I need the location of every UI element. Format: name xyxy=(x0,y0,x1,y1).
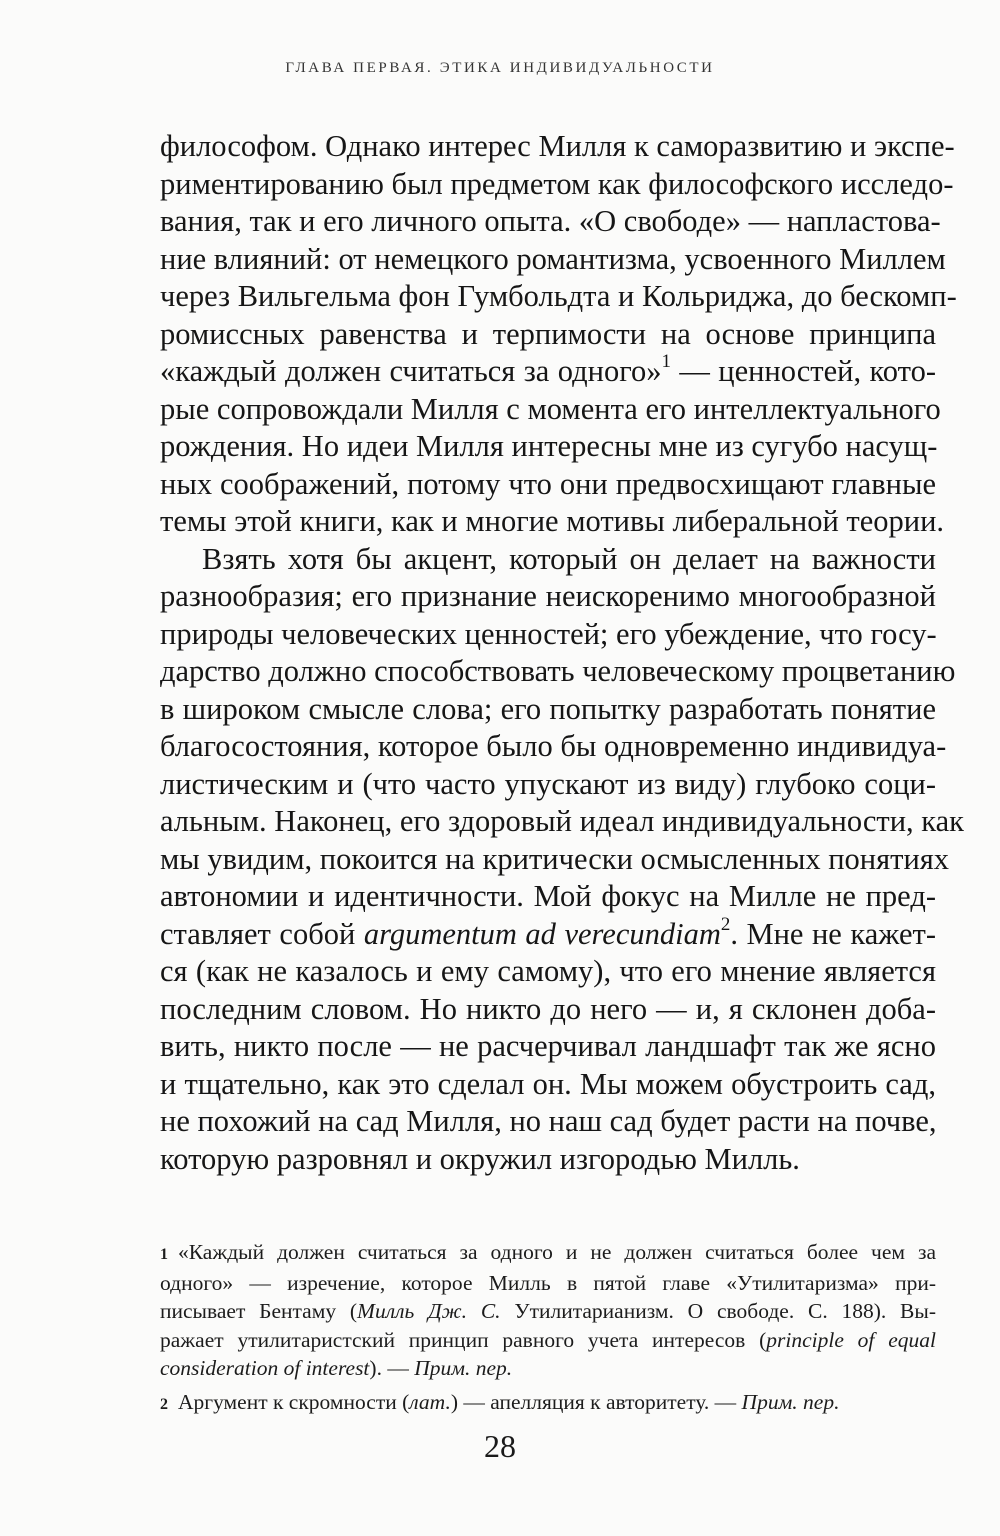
text-line: философом. Однако интерес Милля к саморазвитию и экспе- xyxy=(160,129,955,163)
running-head: ГЛАВА ПЕРВАЯ. ЭТИКА ИНДИВИДУАЛЬНОСТИ xyxy=(285,60,715,76)
latin-phrase: argumentum ad verecundiam xyxy=(363,916,721,951)
footnote-text: Утилитарианизм. О свободе. С. 188). Вы- xyxy=(500,1299,936,1324)
author-name: Милль Дж. С. xyxy=(357,1299,501,1324)
page-number: 28 xyxy=(484,1428,516,1464)
footnote-line xyxy=(160,1297,936,1325)
text-line: ние влияний: от немецкого романтизма, усвоенного Миллем xyxy=(160,241,946,276)
text-segment: — ценностей, кото- xyxy=(670,354,936,388)
text-line: вить, никто после — не расчерчивал ландшафт так же ясно xyxy=(160,1029,936,1063)
text-line: мы увидим, покоится на критически осмысленных понятиях xyxy=(160,841,950,876)
footnote-marker: 2 xyxy=(160,1396,168,1414)
text-segment: ставляет собой xyxy=(160,916,364,951)
text-line: рые сопровождали Милля с момента его интеллектуального xyxy=(160,391,941,426)
text-line: ромиссных равенства и терпимости на основе принципа xyxy=(160,316,936,351)
text-line: и тщательно, как это сделал он. Мы можем обустроить сад, xyxy=(160,1066,936,1101)
footnote-line xyxy=(160,1354,936,1382)
text-line: Взять хотя бы акцент, который он делает на важности xyxy=(202,541,936,576)
text-line: рождения. Но идеи Милля интересны мне из сугубо насущ- xyxy=(160,429,938,463)
translator-note: Прим. пер. xyxy=(414,1355,513,1380)
text-line: дарство должно способствовать человеческому процветанию xyxy=(160,654,956,688)
text-line: природы человеческих ценностей; его убеждение, что госу- xyxy=(160,616,937,651)
footnote-text: «Каждый должен считаться за одного и не должен считаться более чем за xyxy=(178,1240,936,1264)
text-line: альным. Наконец, его здоровый идеал индивидуальности, как xyxy=(160,804,964,838)
footnotes xyxy=(160,1238,936,1425)
text-line: ся (как не казалось и ему самому), что его мнение является xyxy=(160,954,936,988)
translator-note: Прим. пер. xyxy=(741,1390,840,1415)
footnote-line xyxy=(160,1388,936,1419)
footnote-line xyxy=(160,1326,936,1354)
footnote-line: одного» — изречение, которое Милль в пятой главе «Утилитаризма» при- xyxy=(160,1271,936,1296)
footnote-marker: 1 xyxy=(160,1246,168,1263)
text-line: не похожий на сад Милля, но наш сад будет расти на почве, xyxy=(160,1104,937,1138)
language-abbrev: лат. xyxy=(409,1390,451,1415)
text-line: ных соображений, потому что они предвосхищают главные xyxy=(160,466,936,501)
text-line: темы этой книги, как и многие мотивы либеральной теории. xyxy=(160,504,945,538)
footnote-line xyxy=(160,1238,936,1269)
text-line: последним словом. Но никто до него — и, я склонен доба- xyxy=(160,991,936,1026)
footnote-ref-1[interactable]: 1 xyxy=(661,351,671,373)
footnote-text: писывает Бентаму ( xyxy=(160,1299,358,1324)
text-line: вания, так и его личного опыта. «О свободе» — напластова- xyxy=(160,204,941,238)
text-line: благосостояния, которое было бы одновременно индивидуа- xyxy=(160,729,947,763)
footnote-2 xyxy=(160,1388,936,1419)
text-line: которую разровнял и окружил изгородью Милль. xyxy=(160,1141,800,1176)
text-segment: . Мне не кажет- xyxy=(730,916,936,951)
text-line: автономии и идентичности. Мой фокус на Милле не пред- xyxy=(160,879,936,913)
footnote-text: ) — апелляция к авторитету. — xyxy=(450,1390,742,1415)
footnote-text: Аргумент к скромности ( xyxy=(178,1390,410,1415)
text-line: разнообразия; его признание неискоренимо многообразной xyxy=(160,579,936,613)
text-segment: «каждый должен считаться за одного» xyxy=(160,354,662,388)
english-term: principle of equal xyxy=(766,1327,936,1352)
footnote-1 xyxy=(160,1238,936,1382)
text-line: в широком смысле слова; его попытку разработать понятие xyxy=(160,691,936,726)
text-line xyxy=(160,913,936,954)
main-text xyxy=(160,128,964,1178)
text-line: риментированию был предметом как философского исследо- xyxy=(160,166,954,201)
footnote-text: ражает утилитаристский принцип равного учета интересов ( xyxy=(160,1327,767,1352)
text-line xyxy=(160,353,936,391)
english-term: consideration of interest xyxy=(160,1355,370,1380)
footnote-text: ). — xyxy=(369,1355,415,1380)
text-line: листическим и (что часто упускают из виду) глубоко соци- xyxy=(160,766,936,801)
footnote-ref-2[interactable]: 2 xyxy=(720,913,731,935)
text-line: через Вильгельма фон Гумбольдта и Кольриджа, до бескомп- xyxy=(160,279,957,313)
